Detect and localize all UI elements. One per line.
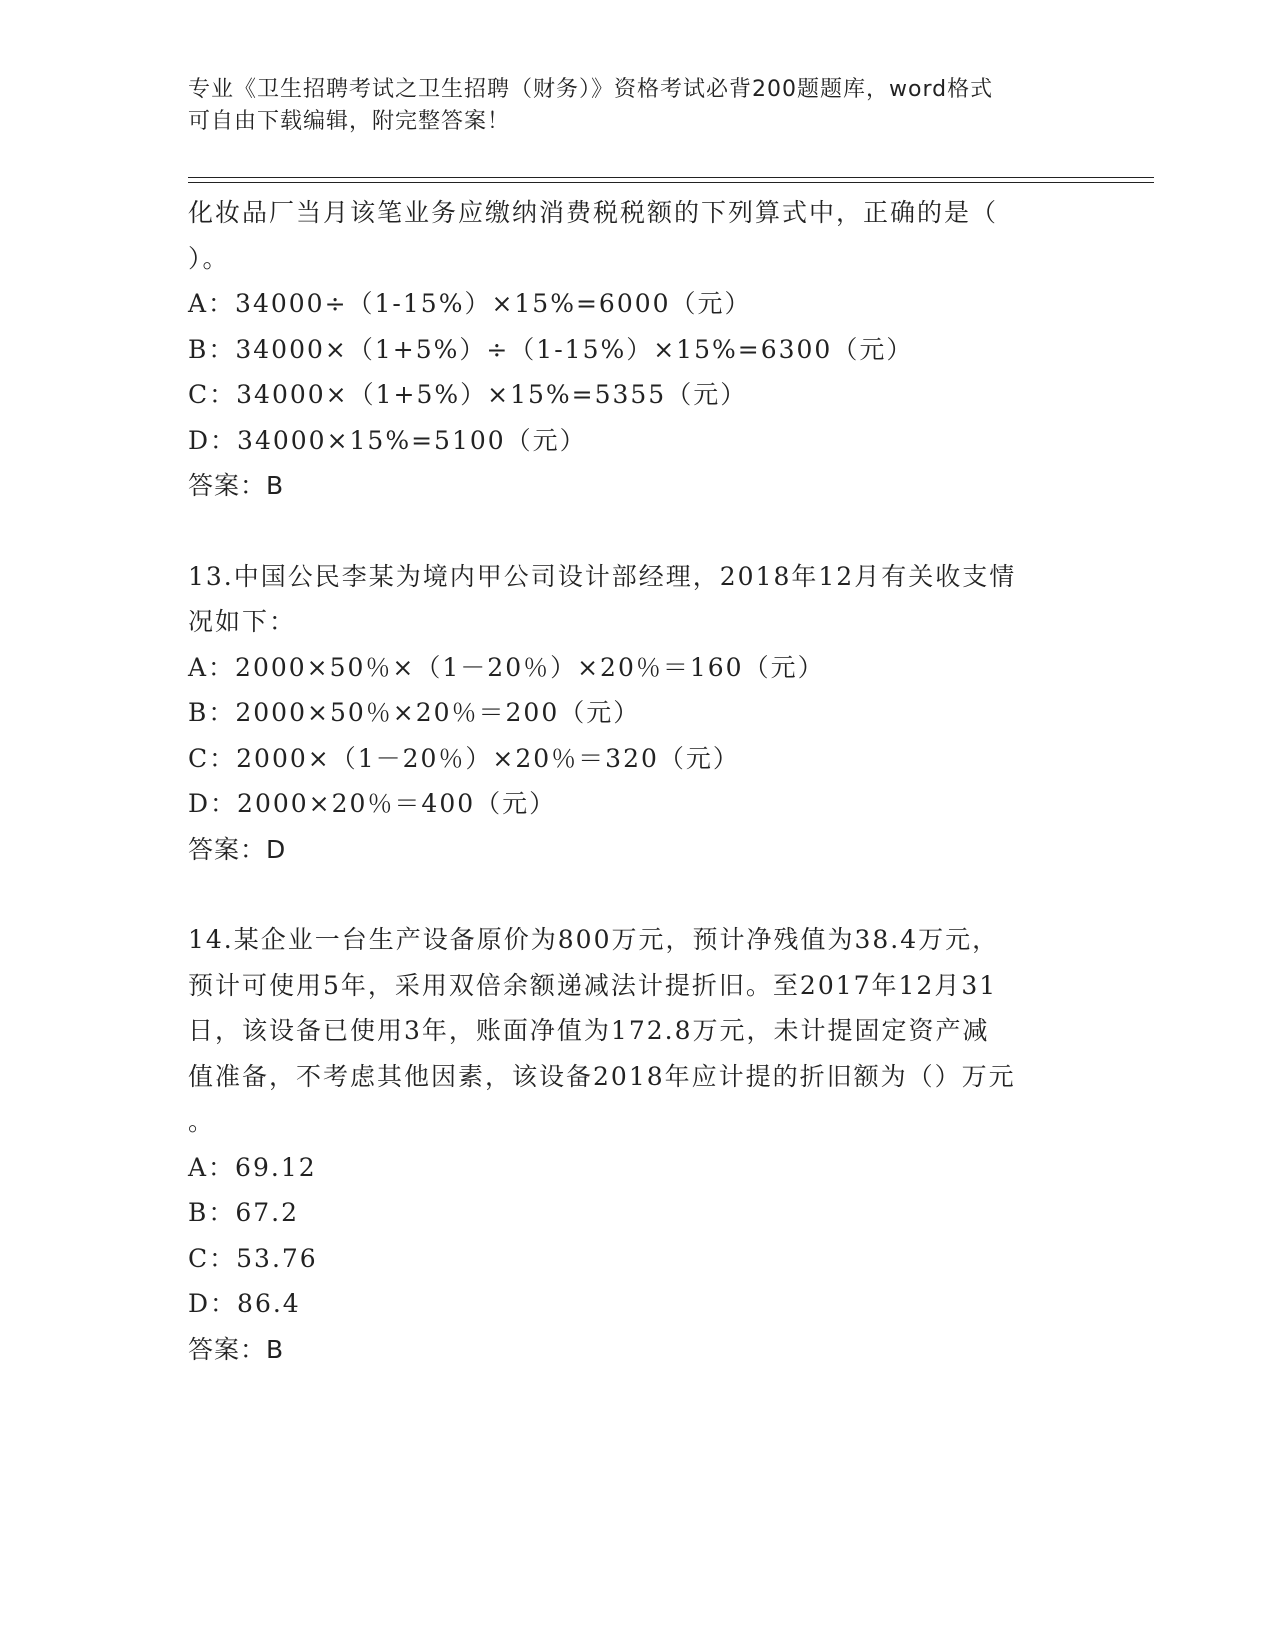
header-divider-bottom	[188, 182, 1154, 183]
question-spacer	[188, 872, 1088, 917]
question-stem-line: 日，该设备已使用3年，账面净值为172.8万元，未计提固定资产减	[188, 1016, 990, 1045]
question-list	[188, 190, 1088, 1372]
option-d: D：34000×15%=5100（元）	[188, 425, 587, 455]
option-b: B：67.2	[188, 1198, 300, 1227]
document-header	[188, 74, 1068, 138]
answer-label: 答案：D	[188, 834, 287, 864]
header-divider-top	[188, 177, 1154, 178]
option-b: B：2000×50％×20％＝200（元）	[188, 698, 641, 727]
option-a: A：69.12	[188, 1152, 317, 1182]
question-stem-line: 值准备，不考虑其他因素，该设备2018年应计提的折旧额为（）万元	[188, 1061, 1016, 1091]
option-b: B：34000×（1+5%）÷（1-15%）×15%=6300（元）	[188, 334, 914, 364]
option-d: D：86.4	[188, 1289, 301, 1318]
question-stem-line: 化妆品厂当月该笔业务应缴纳消费税税额的下列算式中，正确的是（	[188, 198, 999, 227]
option-d: D：2000×20％＝400（元）	[188, 789, 557, 818]
question-12	[188, 190, 1088, 509]
question-stem-line: 14.某企业一台生产设备原价为800万元，预计净残值为38.4万元，	[188, 925, 1000, 954]
question-14	[188, 917, 1088, 1372]
option-a: A：34000÷（1-15%）×15%=6000（元）	[188, 289, 752, 318]
question-13	[188, 554, 1088, 873]
answer-label: 答案：B	[188, 1334, 285, 1364]
header-title-line-1: 专业《卫生招聘考试之卫生招聘（财务）》资格考试必背200题题库，word格式	[188, 77, 994, 102]
option-a: A：2000×50％×（1－20％）×20％＝160（元）	[188, 652, 825, 682]
option-c: C：53.76	[188, 1243, 318, 1273]
header-title-line-2: 可自由下载编辑，附完整答案！	[188, 109, 511, 134]
option-c: C：34000×（1+5%）×15%=5355（元）	[188, 380, 748, 409]
answer-label: 答案：B	[188, 471, 285, 500]
question-spacer	[188, 509, 1088, 554]
question-stem-line: 。	[188, 1107, 216, 1136]
option-c: C：2000×（1－20％）×20％＝320（元）	[188, 743, 740, 773]
question-stem-line: ）。	[188, 243, 230, 273]
question-stem-line: 预计可使用5年，采用双倍余额递减法计提折旧。至2017年12月31	[188, 970, 998, 1000]
question-stem-line: 13.中国公民李某为境内甲公司设计部经理，2018年12月有关收支情	[188, 561, 1017, 591]
question-stem-line: 况如下：	[188, 607, 297, 636]
